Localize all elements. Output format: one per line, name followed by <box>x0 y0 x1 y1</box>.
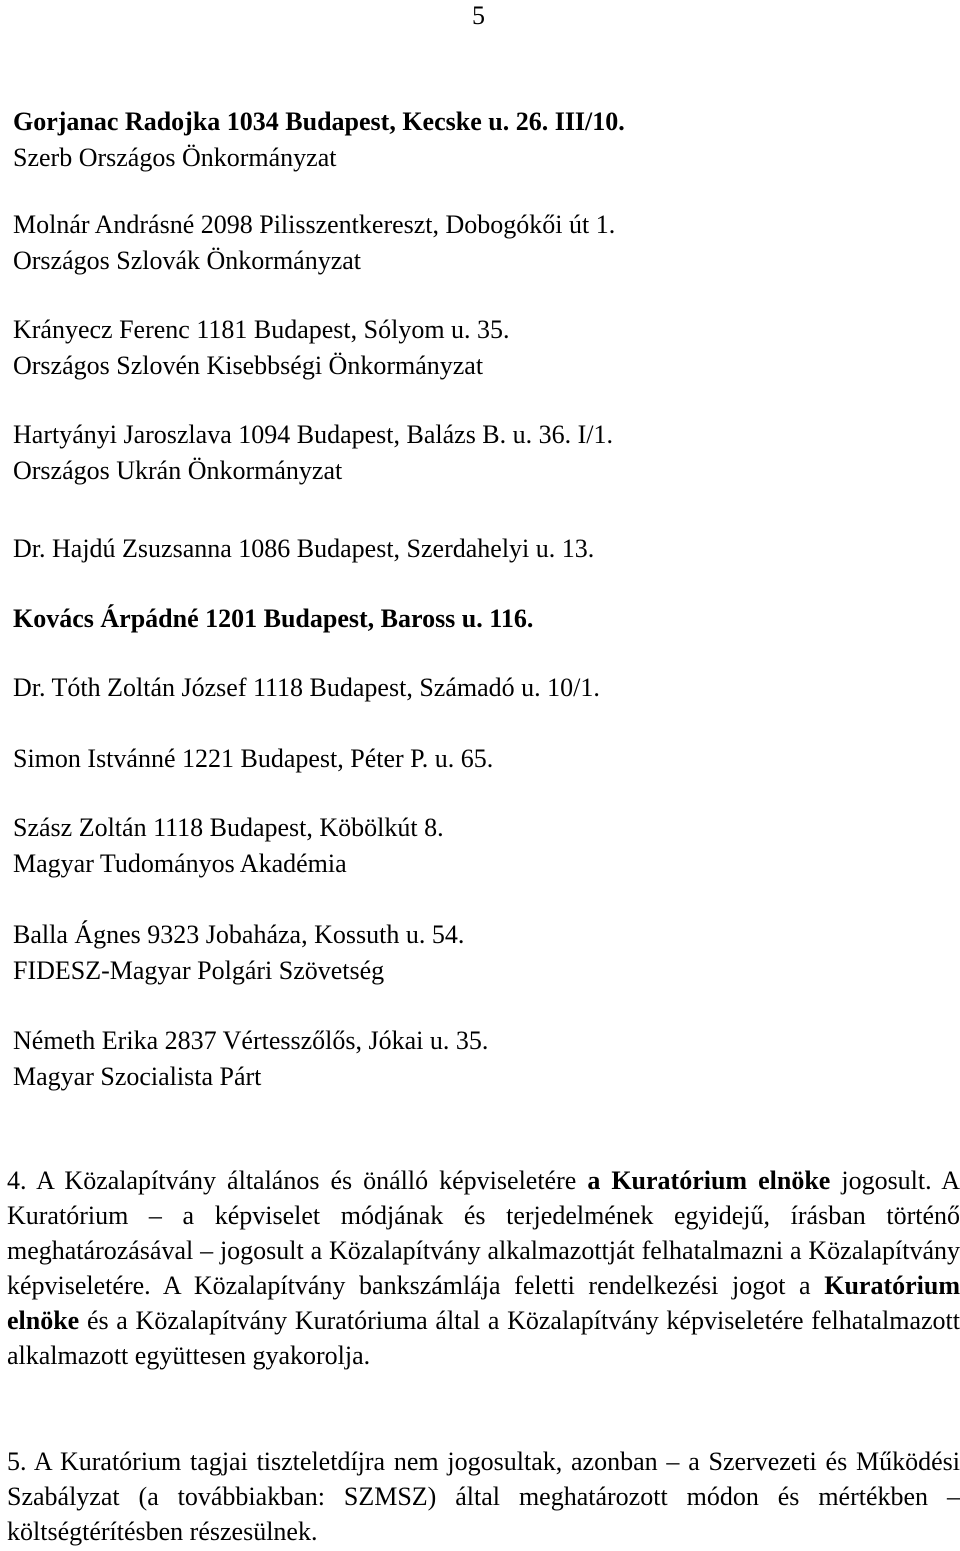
member-name-address: Gorjanac Radojka 1034 Budapest, Kecske u. 26. III/10. <box>13 107 625 136</box>
member-name-address: Krányecz Ferenc 1181 Budapest, Sólyom u. 35. <box>13 315 510 344</box>
member-name-address: Dr. Hajdú Zsuzsanna 1086 Budapest, Szerdahelyi u. 13. <box>13 534 595 563</box>
section-4-text-a: 4. A Közalapítvány általános és önálló képviseletére <box>7 1166 588 1195</box>
member-name-address: Hartyányi Jaroszlava 1094 Budapest, Balázs B. u. 36. I/1. <box>13 420 614 449</box>
section-4-text-c: és a Közalapítvány Kuratóriuma által a Közalapítvány képviseletére felhatalmazott alkalmazott együttesen gyakorolja. <box>7 1306 960 1370</box>
member-organization: Magyar Tudományos Akadémia <box>13 849 347 878</box>
member-name-address: Szász Zoltán 1118 Budapest, Köbölkút 8. <box>13 813 444 842</box>
section-4-bold-b: Kuratórium elnöke <box>7 1271 960 1335</box>
member-organization: Szerb Országos Önkormányzat <box>13 143 337 172</box>
member-organization: Országos Szlovák Önkormányzat <box>13 246 362 275</box>
member-organization: Magyar Szocialista Párt <box>13 1062 262 1091</box>
member-name-address: Balla Ágnes 9323 Jobaháza, Kossuth u. 54. <box>13 920 465 949</box>
member-organization: Országos Szlovén Kisebbségi Önkormányzat <box>13 351 484 380</box>
page-number: 5 <box>472 1 485 30</box>
member-organization: Országos Ukrán Önkormányzat <box>13 456 343 485</box>
section-4-bold-a: a Kuratórium elnöke <box>587 1166 831 1195</box>
section-4-text-b: jogosult. A Kuratórium – a képviselet módjának és terjedelmének egyidejű, írásban történő meghatározásával – jogosult a Közalapítvány alkalmazottját felhatalmazni a Közalapítvány képviseletére. A Közalapítvány bankszámlája feletti rendelkezési jogot a <box>7 1166 960 1300</box>
member-organization: FIDESZ-Magyar Polgári Szövetség <box>13 956 385 985</box>
member-name-address: Simon Istvánné 1221 Budapest, Péter P. u. 65. <box>13 744 494 773</box>
section-5-paragraph <box>7 1444 960 1549</box>
member-name-address: Németh Erika 2837 Vértesszőlős, Jókai u. 35. <box>13 1026 489 1055</box>
member-name-address: Dr. Tóth Zoltán József 1118 Budapest, Számadó u. 10/1. <box>13 673 600 702</box>
section-4-paragraph <box>7 1163 960 1373</box>
section-5-text: 5. A Kuratórium tagjai tiszteletdíjra nem jogosultak, azonban – a Szervezeti és Működési Szabályzat (a továbbiakban: SZMSZ) által meghatározott módon és mértékben – költségtérítésben részesülnek. <box>7 1447 960 1546</box>
member-name-address: Molnár Andrásné 2098 Pilisszentkereszt, Dobogókői út 1. <box>13 210 616 239</box>
member-name-address: Kovács Árpádné 1201 Budapest, Baross u. 116. <box>13 604 534 633</box>
